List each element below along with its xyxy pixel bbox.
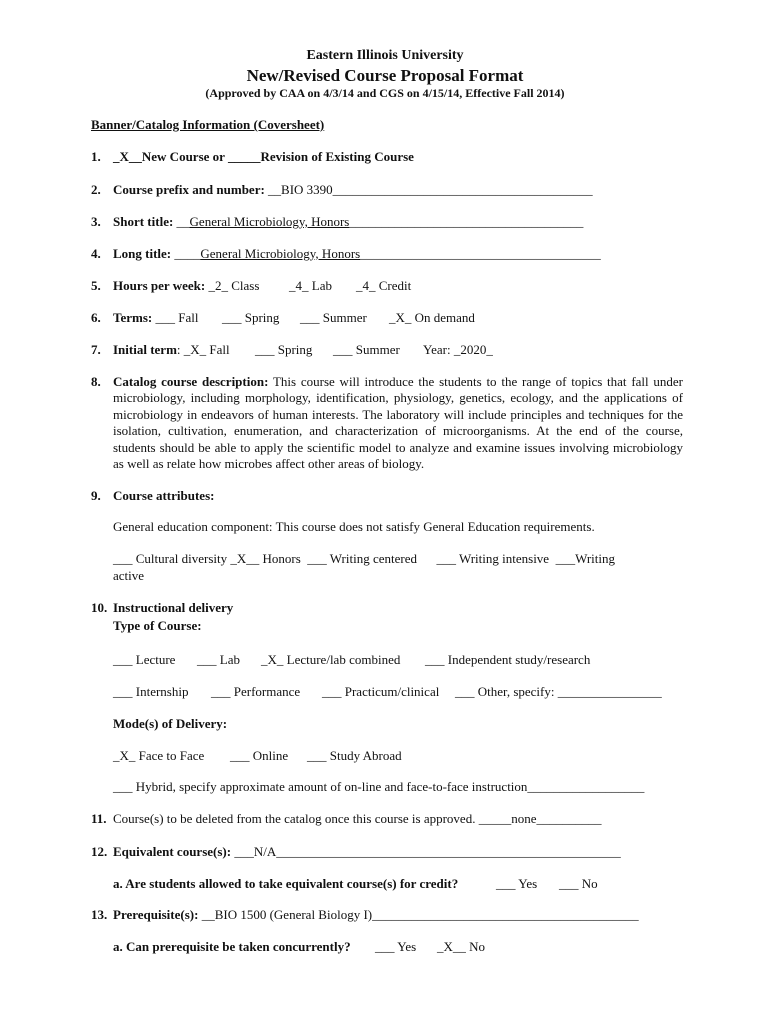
catalog-description-text: This course will introduce the students to the range of topics that fall under microbiology, including morphology, identification, physiology, genetics, ecology, and the applications of microbiology in endeavors of human interests. The laboratory will include principles and techniques for the isolation, cultivation, enumeration, and characterization of microorganisms. At the end of the course, students should be able to apply the scientific model to analyze and examine issues involving microbiology as well as relate how microbes affect other areas of biology. [113,374,684,472]
initial-term-summer: ___ Summer [333,342,400,357]
type-lecture-lab: _X_ Lecture/lab combined [261,652,401,667]
item-number-1: 1. [91,149,101,164]
initial-term-colon: : [176,342,181,357]
item-number-4: 4. [91,246,101,261]
type-internship: ___ Internship [113,684,189,699]
course-prefix-label: Course prefix and number: [113,182,265,197]
equivalent-courses-value: ___N/A_____________________________________________________ [234,844,621,859]
item-number-8: 8. [91,374,101,389]
short-title-pre: __ [176,214,190,229]
terms-summer: ___ Summer [300,310,367,325]
terms-fall: ___ Fall [155,310,199,325]
initial-term-label: Initial term [113,342,177,357]
document-title: New/Revised Course Proposal Format [246,66,524,85]
item-number-5: 5. [91,278,101,293]
item-course-prefix [113,182,593,198]
short-title-value: General Microbiology, Honors [189,214,350,229]
hours-credit: _4_ Credit [356,278,412,293]
approval-note: (Approved by CAA on 4/3/14 and CGS on 4/15/14, Effective Fall 2014) [205,86,565,100]
type-of-course-label: Type of Course: [113,618,202,633]
course-prefix-value: __BIO 3390________________________________________ [268,182,593,197]
item-hours [113,278,259,294]
equivalent-credit-no: ___ No [559,876,598,891]
prerequisite-concurrent-yes: ___ Yes [375,939,417,954]
item-number-10: 10. [91,600,108,615]
type-other: ___ Other, specify: ________________ [455,684,662,699]
mode-of-delivery-label: Mode(s) of Delivery: [113,716,228,731]
course-attributes-line-2: active [113,568,145,583]
terms-on-demand: _X_ On demand [389,310,475,325]
item-long-title [113,246,601,262]
terms-spring: ___ Spring [222,310,280,325]
initial-term-spring: ___ Spring [255,342,313,357]
prerequisites-label: Prerequisite(s): [113,907,199,922]
catalog-description-label: Catalog course description: [113,374,269,389]
item-terms [113,310,198,326]
item-number-11: 11. [91,811,107,826]
initial-term-fall: _X_ Fall [183,342,230,357]
equivalent-courses-label: Equivalent course(s): [113,844,232,859]
item-equivalent-courses [113,844,621,860]
mode-face-to-face: _X_ Face to Face [113,748,205,763]
item-number-7: 7. [91,342,101,357]
item-short-title [113,214,583,230]
equivalent-credit-question: a. Are students allowed to take equivalent course(s) for credit? [113,876,459,891]
prerequisite-concurrent-question: a. Can prerequisite be taken concurrently? [113,939,351,954]
hours-lab: _4_ Lab [289,278,332,293]
item-prerequisites [113,907,639,923]
short-title-post: ____________________________________ [349,214,584,229]
item-course-type [113,149,414,165]
long-title-post: _____________________________________ [360,246,601,261]
terms-label: Terms: [113,310,153,325]
hours-label: Hours per week: [113,278,206,293]
or-text: or [212,149,225,164]
long-title-label: Long title: [113,246,172,261]
type-lab: ___ Lab [197,652,240,667]
item-number-13: 13. [91,907,108,922]
gen-ed-component: General education component: This course does not satisfy General Education requirements. [113,519,595,534]
type-performance: ___ Performance [211,684,301,699]
item-number-2: 2. [91,182,101,197]
initial-term-year: Year: _2020_ [423,342,493,357]
revision-option: _____Revision of Existing Course [227,149,414,164]
item-number-9: 9. [91,488,101,503]
long-title-value: General Microbiology, Honors [200,246,361,261]
course-attributes-line-1: ___ Cultural diversity _X__ Honors ___ Writing centered ___ Writing intensive ___Writing [113,551,615,566]
prerequisites-value: __BIO 1500 (General Biology I)_________________________________________ [201,907,639,922]
type-practicum: ___ Practicum/clinical [322,684,440,699]
item-initial-term [113,342,230,358]
course-attributes-label: Course attributes: [113,488,215,503]
courses-deleted: Course(s) to be deleted from the catalog once this course is approved. _____none__________ [113,811,602,826]
section-title: Banner/Catalog Information (Coversheet) [91,117,325,132]
mode-hybrid: ___ Hybrid, specify approximate amount of on-line and face-to-face instruction__________________ [113,779,645,794]
hours-class: _2_ Class [208,278,260,293]
short-title-label: Short title: [113,214,174,229]
instructional-delivery-label: Instructional delivery [113,600,234,615]
prerequisite-concurrent-no: _X__ No [437,939,486,954]
long-title-pre: ____ [174,246,201,261]
university-name: Eastern Illinois University [306,48,464,63]
item-number-6: 6. [91,310,101,325]
item-number-12: 12. [91,844,108,859]
catalog-description [113,374,683,472]
type-lecture: ___ Lecture [113,652,176,667]
mode-online: ___ Online [230,748,289,763]
equivalent-credit-yes: ___ Yes [496,876,538,891]
mode-study-abroad: ___ Study Abroad [307,748,402,763]
item-number-3: 3. [91,214,101,229]
type-independent-study: ___ Independent study/research [425,652,591,667]
new-course-option: _X__New Course [113,149,210,164]
